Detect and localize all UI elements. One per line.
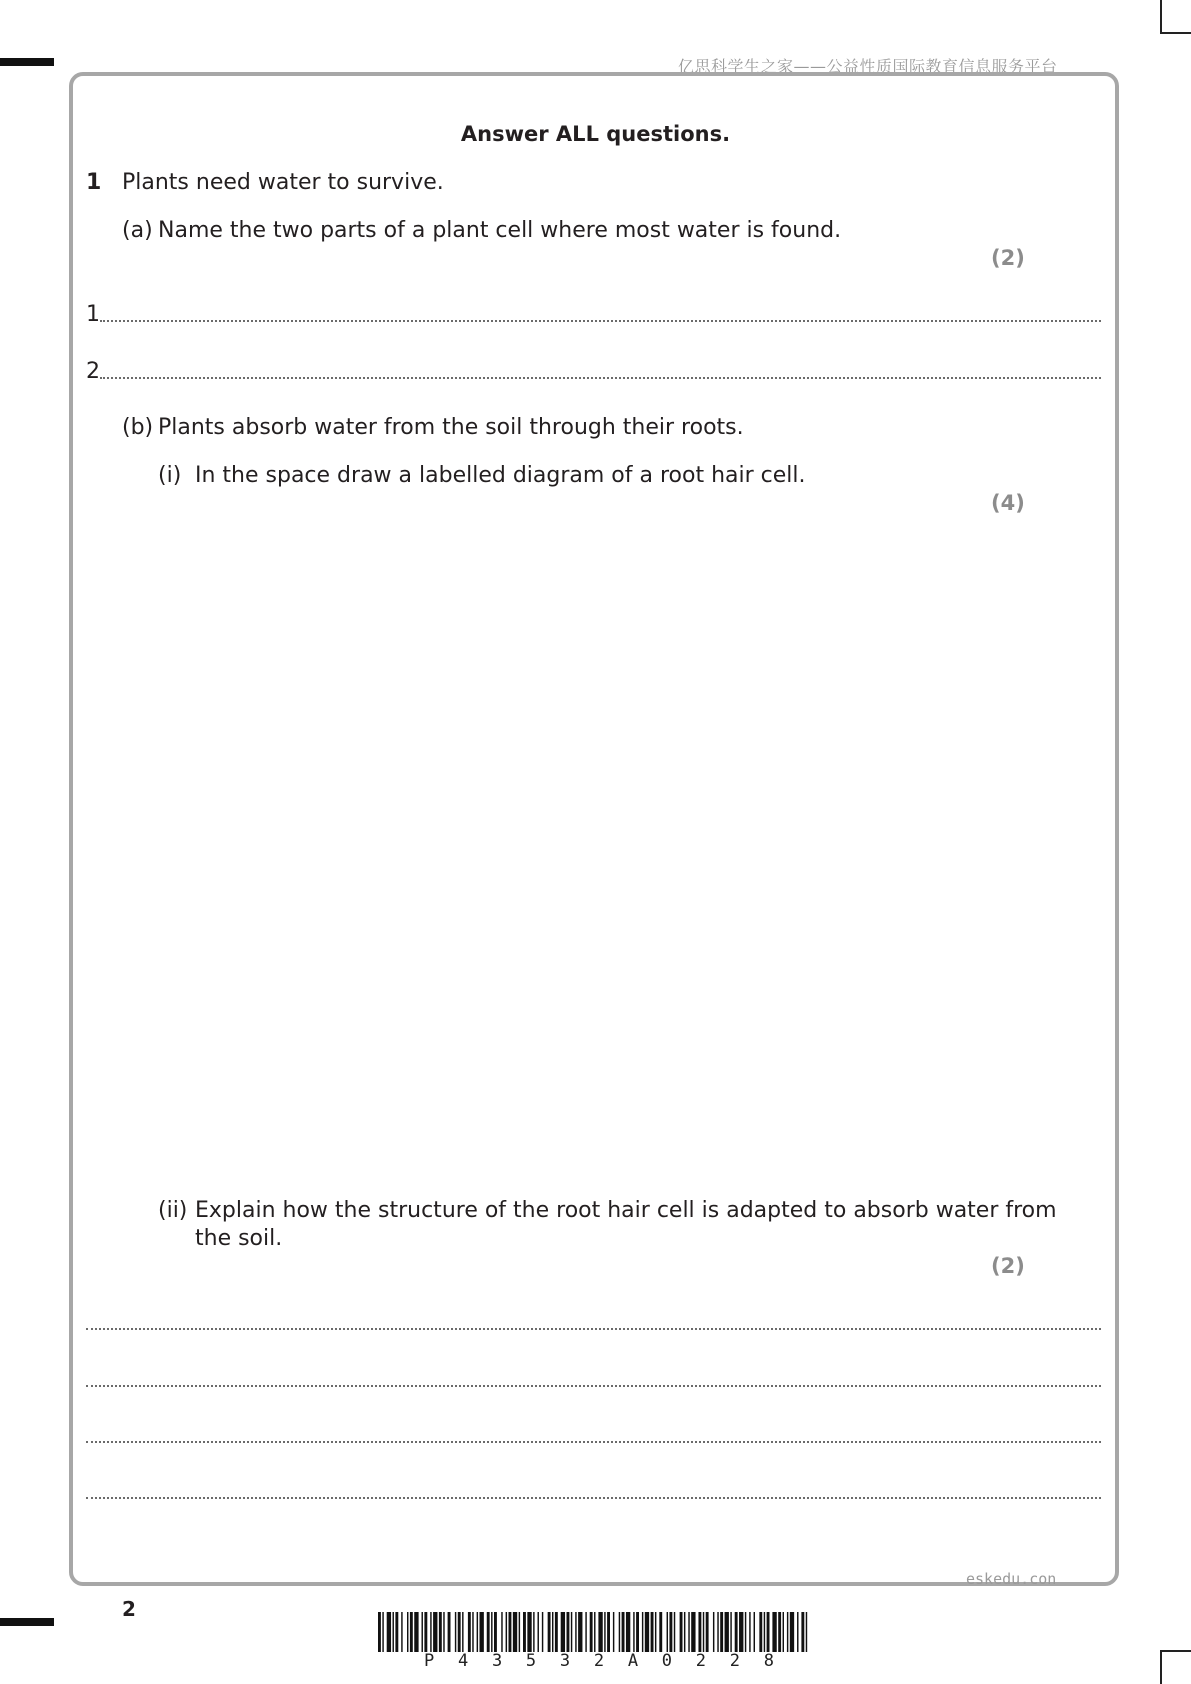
answer-line-b-ii-4[interactable]	[86, 1497, 1101, 1499]
barcode-bar	[703, 1612, 704, 1652]
watermark-top: 亿思科学生之家——公益性质国际教育信息服务平台	[678, 57, 1058, 76]
barcode-bar	[655, 1612, 656, 1652]
barcode-bar	[720, 1612, 723, 1652]
barcode-bar	[401, 1612, 402, 1652]
answer-line-b-ii-3[interactable]	[86, 1441, 1101, 1443]
crop-mark-bottom-right-h	[1162, 1650, 1191, 1652]
barcode-char: 3	[491, 1651, 503, 1671]
barcode-bar	[552, 1612, 553, 1652]
barcode-bar	[585, 1612, 586, 1652]
barcode-char: 2	[593, 1651, 605, 1671]
barcode-char: 5	[525, 1651, 537, 1671]
barcode-bar	[480, 1612, 484, 1652]
barcode-bar	[422, 1612, 423, 1652]
part-b-ii-marks: (2)	[991, 1254, 1025, 1278]
crop-mark-top-right	[1160, 0, 1162, 34]
barcode-bar	[651, 1612, 654, 1652]
barcode-bar	[645, 1612, 649, 1652]
barcode-bar	[561, 1612, 565, 1652]
barcode-bar	[622, 1612, 625, 1652]
barcode-char: 2	[729, 1651, 740, 1671]
barcode-bar	[674, 1612, 675, 1652]
barcode-bar	[538, 1612, 539, 1652]
barcode-bar	[468, 1612, 471, 1652]
barcode-bar	[698, 1612, 701, 1652]
barcode-bar	[745, 1612, 746, 1652]
barcode-bar	[487, 1612, 490, 1652]
barcode-bar	[735, 1612, 738, 1652]
part-b-i-marks: (4)	[991, 491, 1025, 515]
barcode-bar	[523, 1612, 526, 1652]
barcode-bar	[393, 1612, 394, 1652]
barcode-bar	[395, 1612, 398, 1652]
barcode-bar	[472, 1612, 473, 1652]
crop-mark-top-right-h	[1162, 32, 1191, 34]
barcode-bar	[806, 1612, 807, 1652]
barcode-bar	[410, 1612, 413, 1652]
barcode-bar	[607, 1612, 610, 1652]
question-stem: Plants need water to survive.	[122, 170, 444, 195]
barcode-bar	[594, 1612, 595, 1652]
answer-line-b-ii-2[interactable]	[86, 1385, 1101, 1387]
barcode-bar	[706, 1612, 709, 1652]
page-number: 2	[122, 1597, 136, 1621]
answer-line-b-ii-1[interactable]	[86, 1328, 1101, 1330]
part-b-ii-text-line1: Explain how the structure of the root hair cell is adapted to absorb water from	[195, 1198, 1057, 1223]
barcode-bar	[439, 1612, 442, 1652]
barcode-text	[378, 1651, 810, 1671]
barcode-bar	[590, 1612, 593, 1652]
barcode-char: 2	[695, 1651, 706, 1671]
part-a-marks: (2)	[991, 246, 1025, 270]
barcode-bar	[764, 1612, 765, 1652]
barcode-bar	[519, 1612, 520, 1652]
part-b-i-text: In the space draw a labelled diagram of a root hair cell.	[195, 463, 806, 488]
barcode-bar	[713, 1612, 714, 1652]
barcode-bar	[667, 1612, 668, 1652]
barcode-bar	[527, 1612, 531, 1652]
barcode-bar	[626, 1612, 630, 1652]
diagram-drawing-space[interactable]	[86, 520, 1101, 1180]
answer-line-a2[interactable]	[100, 377, 1101, 379]
barcode-bar	[759, 1612, 762, 1652]
answer-line-label-1: 1	[86, 302, 100, 327]
barcode-bar	[455, 1612, 456, 1652]
barcode-bar	[430, 1612, 431, 1652]
barcode-bar	[501, 1612, 502, 1652]
barcode-bar	[633, 1612, 634, 1652]
barcode-bar	[533, 1612, 534, 1652]
barcode-bar	[491, 1612, 492, 1652]
part-a-text: Name the two parts of a plant cell where most water is found.	[158, 218, 842, 243]
part-b-i-label: (i)	[158, 463, 182, 488]
part-b-text: Plants absorb water from the soil through their roots.	[158, 415, 744, 440]
barcode-bar	[548, 1612, 551, 1652]
barcode-bar	[506, 1612, 507, 1652]
barcode-char: A	[627, 1651, 639, 1671]
barcode-bar	[477, 1612, 478, 1652]
barcode-bar	[604, 1612, 605, 1652]
question-number: 1	[86, 170, 102, 195]
barcode-bar	[691, 1612, 695, 1652]
watermark-bottom: eskedu.con	[966, 1570, 1057, 1588]
part-a-label: (a)	[122, 218, 153, 243]
barcode-bar	[542, 1612, 543, 1652]
registration-mark-bottom	[0, 1618, 54, 1626]
answer-line-a1[interactable]	[100, 320, 1101, 322]
barcode-bar	[739, 1612, 743, 1652]
barcode-bar	[462, 1612, 463, 1652]
barcode-bar	[684, 1612, 685, 1652]
barcode-bar	[636, 1612, 639, 1652]
barcode-char: P	[424, 1651, 435, 1671]
barcode-bar	[458, 1612, 461, 1652]
part-b-ii-label: (ii)	[158, 1198, 188, 1223]
barcode-bar	[688, 1612, 689, 1652]
barcode-bar	[749, 1612, 750, 1652]
barcode-bar	[598, 1612, 602, 1652]
barcode-char: 3	[559, 1651, 571, 1671]
barcode-bar	[754, 1612, 755, 1652]
barcode-bar	[448, 1612, 451, 1652]
barcode-bar	[555, 1612, 558, 1652]
barcode-bar	[790, 1612, 794, 1652]
barcode-bar	[513, 1612, 517, 1652]
barcode-bar	[424, 1612, 427, 1652]
barcode-bar	[669, 1612, 672, 1652]
barcode-bar	[642, 1612, 643, 1652]
barcode-bar	[725, 1612, 729, 1652]
barcode-bar	[801, 1612, 804, 1652]
barcode-bar	[378, 1612, 381, 1652]
barcode-bar	[567, 1612, 570, 1652]
part-b-ii-text-line2: the soil.	[195, 1226, 283, 1251]
barcode-bar	[407, 1612, 408, 1652]
barcode-bar	[730, 1612, 731, 1652]
barcode-bar	[575, 1612, 576, 1652]
barcode-bar	[578, 1612, 582, 1652]
barcode-bar	[680, 1612, 683, 1652]
barcode-bar	[387, 1612, 391, 1652]
barcode-char: 8	[763, 1651, 774, 1671]
barcode-char: 0	[661, 1651, 673, 1671]
registration-mark-top	[0, 58, 54, 66]
barcode-bar	[382, 1612, 383, 1652]
barcode-bar	[494, 1612, 497, 1652]
barcode-bar	[619, 1612, 620, 1652]
barcode-bar	[443, 1612, 444, 1652]
barcode	[378, 1612, 810, 1652]
crop-mark-bottom-right	[1160, 1650, 1162, 1684]
barcode-bar	[772, 1612, 776, 1652]
barcode-bar	[659, 1612, 662, 1652]
barcode-char: 4	[457, 1651, 469, 1671]
barcode-bar	[717, 1612, 718, 1652]
barcode-bar	[613, 1612, 614, 1652]
barcode-bar	[787, 1612, 788, 1652]
barcode-bar	[509, 1612, 512, 1652]
answer-line-label-2: 2	[86, 359, 100, 384]
barcode-bar	[767, 1612, 770, 1652]
barcode-bar	[571, 1612, 572, 1652]
barcode-bar	[797, 1612, 798, 1652]
barcode-bar	[778, 1612, 781, 1652]
barcode-bar	[783, 1612, 784, 1652]
part-b-label: (b)	[122, 415, 154, 440]
barcode-bar	[433, 1612, 437, 1652]
barcode-bar	[414, 1612, 418, 1652]
page-heading: Answer ALL questions.	[460, 122, 731, 146]
